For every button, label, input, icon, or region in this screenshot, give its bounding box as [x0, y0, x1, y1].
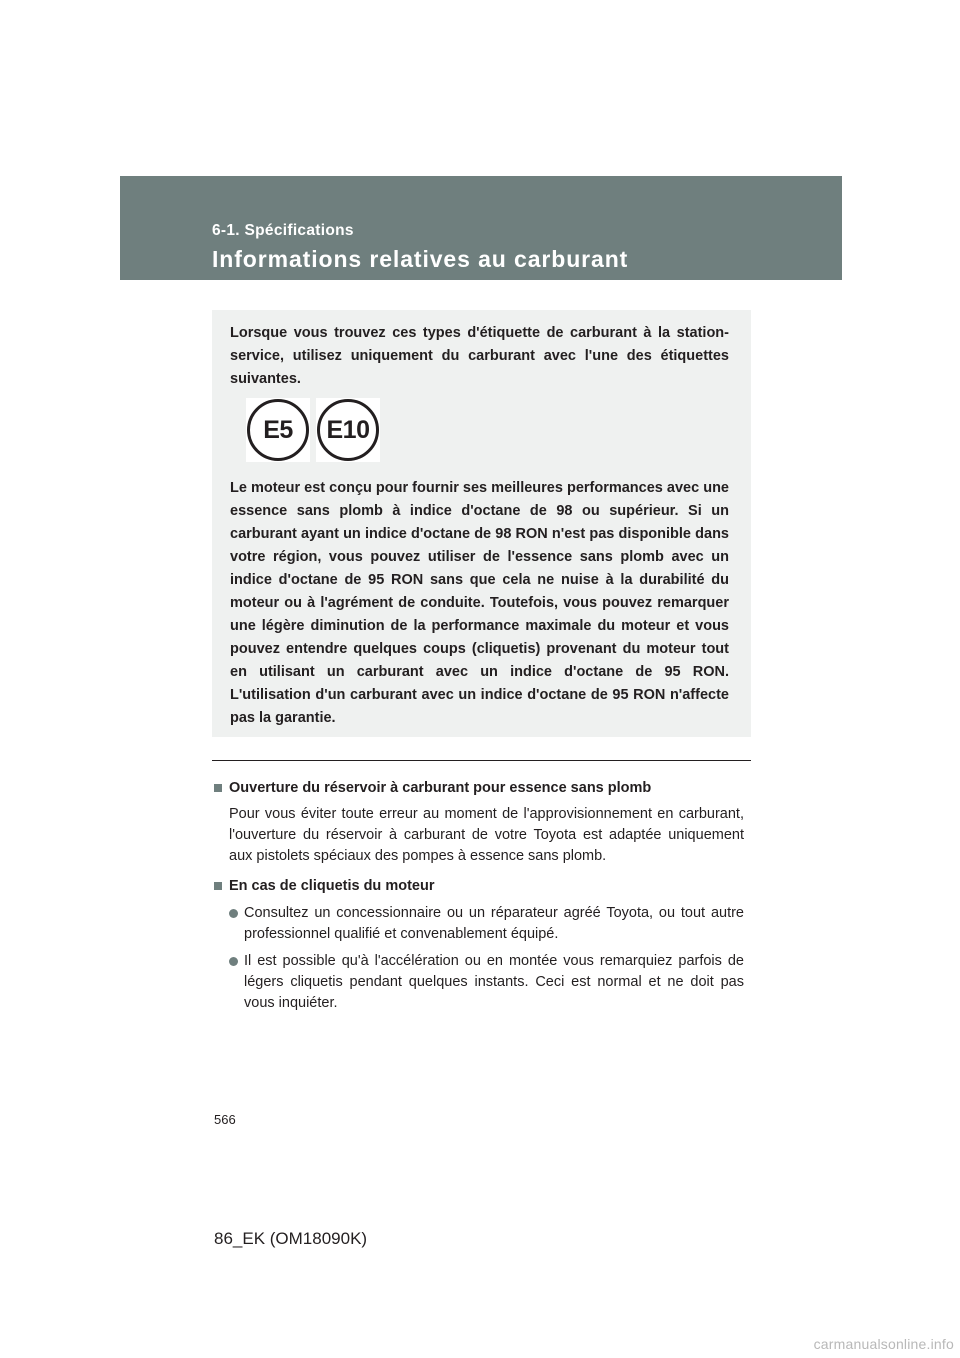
fuel-label-ring [317, 399, 379, 461]
fuel-label-ring [247, 399, 309, 461]
notes-section [214, 778, 744, 1014]
fuel-label-text: E5 [263, 415, 293, 444]
document-code: 86_EK (OM18090K) [214, 1229, 368, 1248]
note-heading-text: En cas de cliquetis du moteur [229, 878, 435, 894]
infobox-body: Le moteur est conçu pour fournir ses meilleures performances avec une essence sans plomb à indice d'octane de 98 ou supérieur. Si un carburant ayant un indice d'octane de 98 RON n'est pas disponible dans votre région, vous pouvez utiliser de l'essence sans plomb avec un indice d'octane de 95 RON sans que cela ne nuise à la durabilité du moteur ou à l'agrément de conduite. Toutefois, vous pouvez remarquer une légère diminution de la performance maximale du moteur et vous pouvez entendre quelques coups (cliquetis) provenant du moteur tout en utilisant un carburant avec un indice d'octane de 95 RON. L'utilisation d'un carburant avec un indice d'octane de 95 RON n'affecte pas la garantie. [230, 480, 729, 726]
page-title: Informations relatives au carburant [212, 246, 629, 272]
fuel-labels [246, 398, 729, 462]
section-label: 6-1. Spécifications [212, 222, 354, 239]
square-bullet-icon [214, 784, 222, 792]
fuel-label-e5 [246, 398, 310, 462]
square-bullet-icon [214, 882, 222, 890]
list-item [229, 951, 744, 1014]
note-paragraph: Pour vous éviter toute erreur au moment de l'approvisionnement en carburant, l'ouverture du réservoir à carburant de votre Toyota est adaptée uniquement aux pistolets spéciaux des pompes à essence sans plomb. [229, 806, 744, 864]
note-heading [214, 778, 744, 799]
list-item [229, 903, 744, 945]
infobox-intro: Lorsque vous trouvez ces types d'étiquette de carburant à la station-service, utilisez uniquement du carburant avec l'une des étiquettes suivantes. [230, 325, 729, 387]
list-item-text: Consultez un concessionnaire ou un réparateur agréé Toyota, ou tout autre professionnel qualifié et convenablement équipé. [244, 905, 744, 942]
fuel-label-text: E10 [326, 415, 370, 444]
note-heading-text: Ouverture du réservoir à carburant pour essence sans plomb [229, 780, 652, 796]
note-heading [214, 876, 744, 897]
list-item-text: Il est possible qu'à l'accélération ou en montée vous remarquiez parfois de légers cliquetis pendant quelques instants. Ceci est normal et ne doit pas vous inquiéter. [244, 953, 744, 1011]
chapter-header [120, 176, 842, 280]
circle-bullet-icon [229, 957, 238, 966]
fuel-label-e10 [316, 398, 380, 462]
watermark: carmanualsonline.info [813, 1336, 954, 1352]
section-divider [212, 760, 751, 761]
page-number: 566 [214, 1112, 236, 1127]
circle-bullet-icon [229, 909, 238, 918]
fuel-info-box [212, 310, 751, 737]
